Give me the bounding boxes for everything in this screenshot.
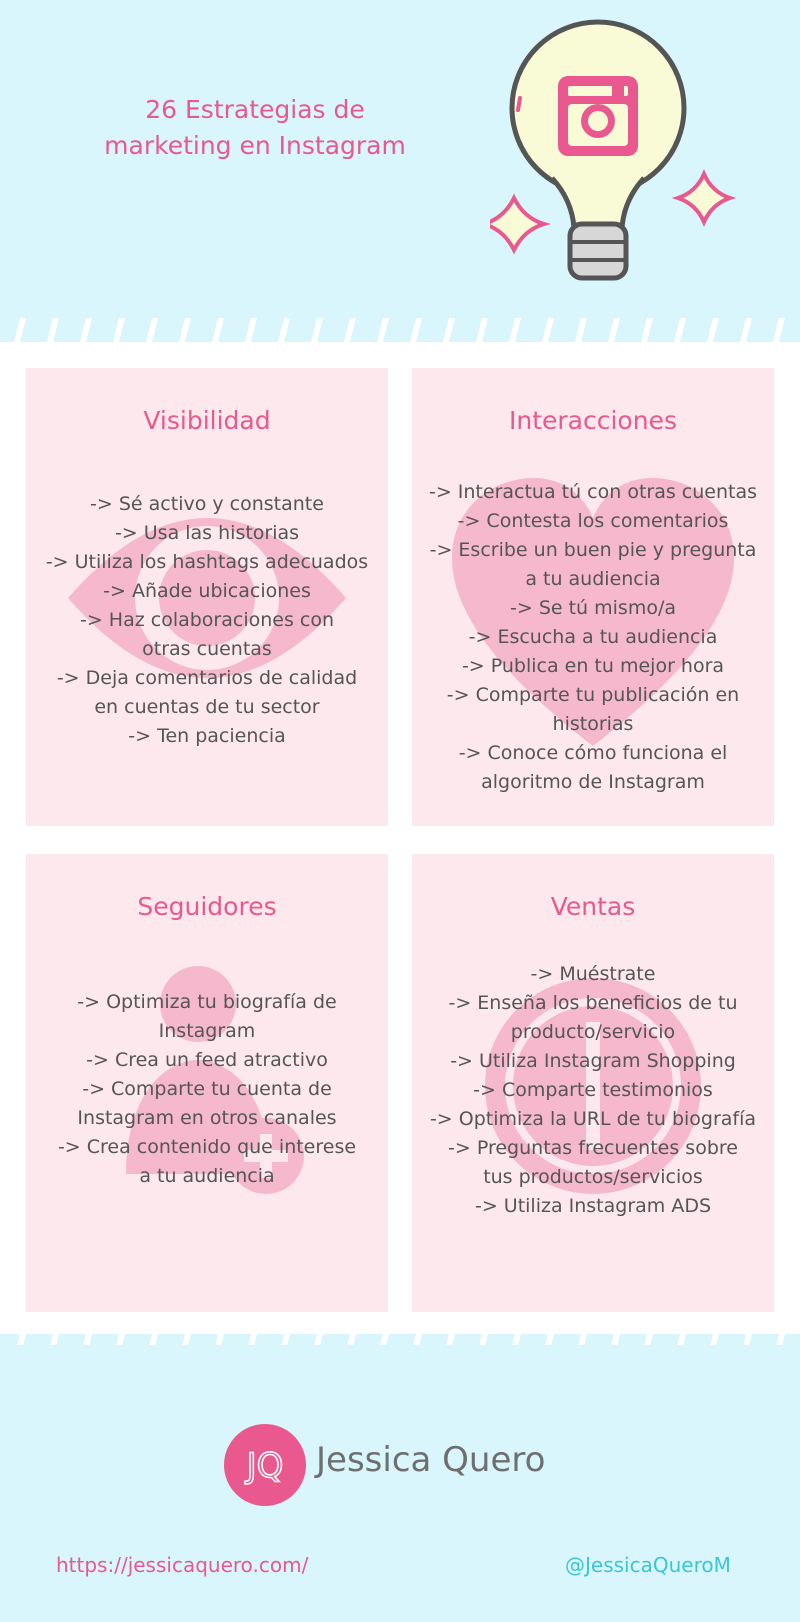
list-item: -> Haz colaboraciones con [79,609,335,631]
list-item: -> Optimiza tu biografía de [77,991,337,1013]
list-item: -> Crea contenido que interese [57,1136,357,1158]
header-band [0,0,800,340]
strategy-list [34,988,380,1191]
list-item: otras cuentas [142,638,272,660]
title-line-2: marketing en Instagram [104,131,406,160]
strategy-list [34,490,380,751]
jq-logo-icon [224,1424,306,1506]
section-card-ventas [412,854,774,1312]
list-item: -> Muéstrate [530,963,656,985]
section-title: Ventas [550,892,636,921]
list-item: -> Publica en tu mejor hora [461,655,725,677]
lightbulb-instagram-icon [490,18,750,298]
strategy-list [420,478,766,797]
list-item: tus productos/servicios [483,1166,703,1188]
list-item: Instagram en otros canales [77,1107,337,1129]
title-line-1: 26 Estrategias de [145,95,365,124]
strategy-list [420,960,766,1221]
list-item: -> Enseña los beneficios de tu [448,992,738,1014]
list-item: -> Usa las historias [114,522,300,544]
list-item: -> Se tú mismo/a [510,597,676,619]
list-item: -> Ten paciencia [128,725,286,747]
list-item: -> Contesta los comentarios [457,510,729,532]
list-item: -> Preguntas frecuentes sobre [448,1137,738,1159]
section-card-seguidores [26,854,388,1312]
list-item: -> Escucha a tu audiencia [468,626,718,648]
top-stripe-divider [0,318,800,342]
section-card-visibilidad [26,368,388,826]
list-item: Instagram [158,1020,256,1042]
page-title [60,92,450,164]
list-item: -> Crea un feed atractivo [86,1049,328,1071]
section-card-interacciones [412,368,774,826]
list-item: -> Optimiza la URL de tu biografía [429,1108,757,1130]
list-item: -> Utiliza los hashtags adecuados [45,551,369,573]
list-item: -> Añade ubicaciones [103,580,311,602]
section-title: Seguidores [137,892,277,921]
list-item: a tu audiencia [525,568,661,590]
list-item: historias [552,713,634,735]
list-item: -> Conoce cómo funciona el [458,742,728,764]
list-item: -> Comparte tu cuenta de [82,1078,332,1100]
list-item: producto/servicio [510,1021,676,1043]
list-item: -> Escribe un buen pie y pregunta [429,539,757,561]
logo-initials: JQ [246,1446,284,1486]
list-item: -> Interactua tú con otras cuentas [428,481,758,503]
list-item: -> Comparte testimonios [473,1079,713,1101]
website-link[interactable]: https://jessicaquero.com/ [56,1553,309,1577]
list-item: a tu audiencia [139,1165,275,1187]
brand-name: Jessica Quero [316,1440,546,1480]
social-handle-link[interactable]: @JessicaQueroM [565,1553,731,1577]
list-item: -> Sé activo y constante [90,493,324,515]
list-item: -> Comparte tu publicación en [446,684,740,706]
list-item: en cuentas de tu sector [94,696,320,718]
list-item: -> Deja comentarios de calidad [56,667,358,689]
section-title: Interacciones [509,406,677,435]
list-item: algoritmo de Instagram [481,771,705,793]
section-title: Visibilidad [143,406,271,435]
list-item: -> Utiliza Instagram Shopping [450,1050,736,1072]
list-item: -> Utiliza Instagram ADS [474,1195,712,1217]
footer-band [0,1345,800,1622]
